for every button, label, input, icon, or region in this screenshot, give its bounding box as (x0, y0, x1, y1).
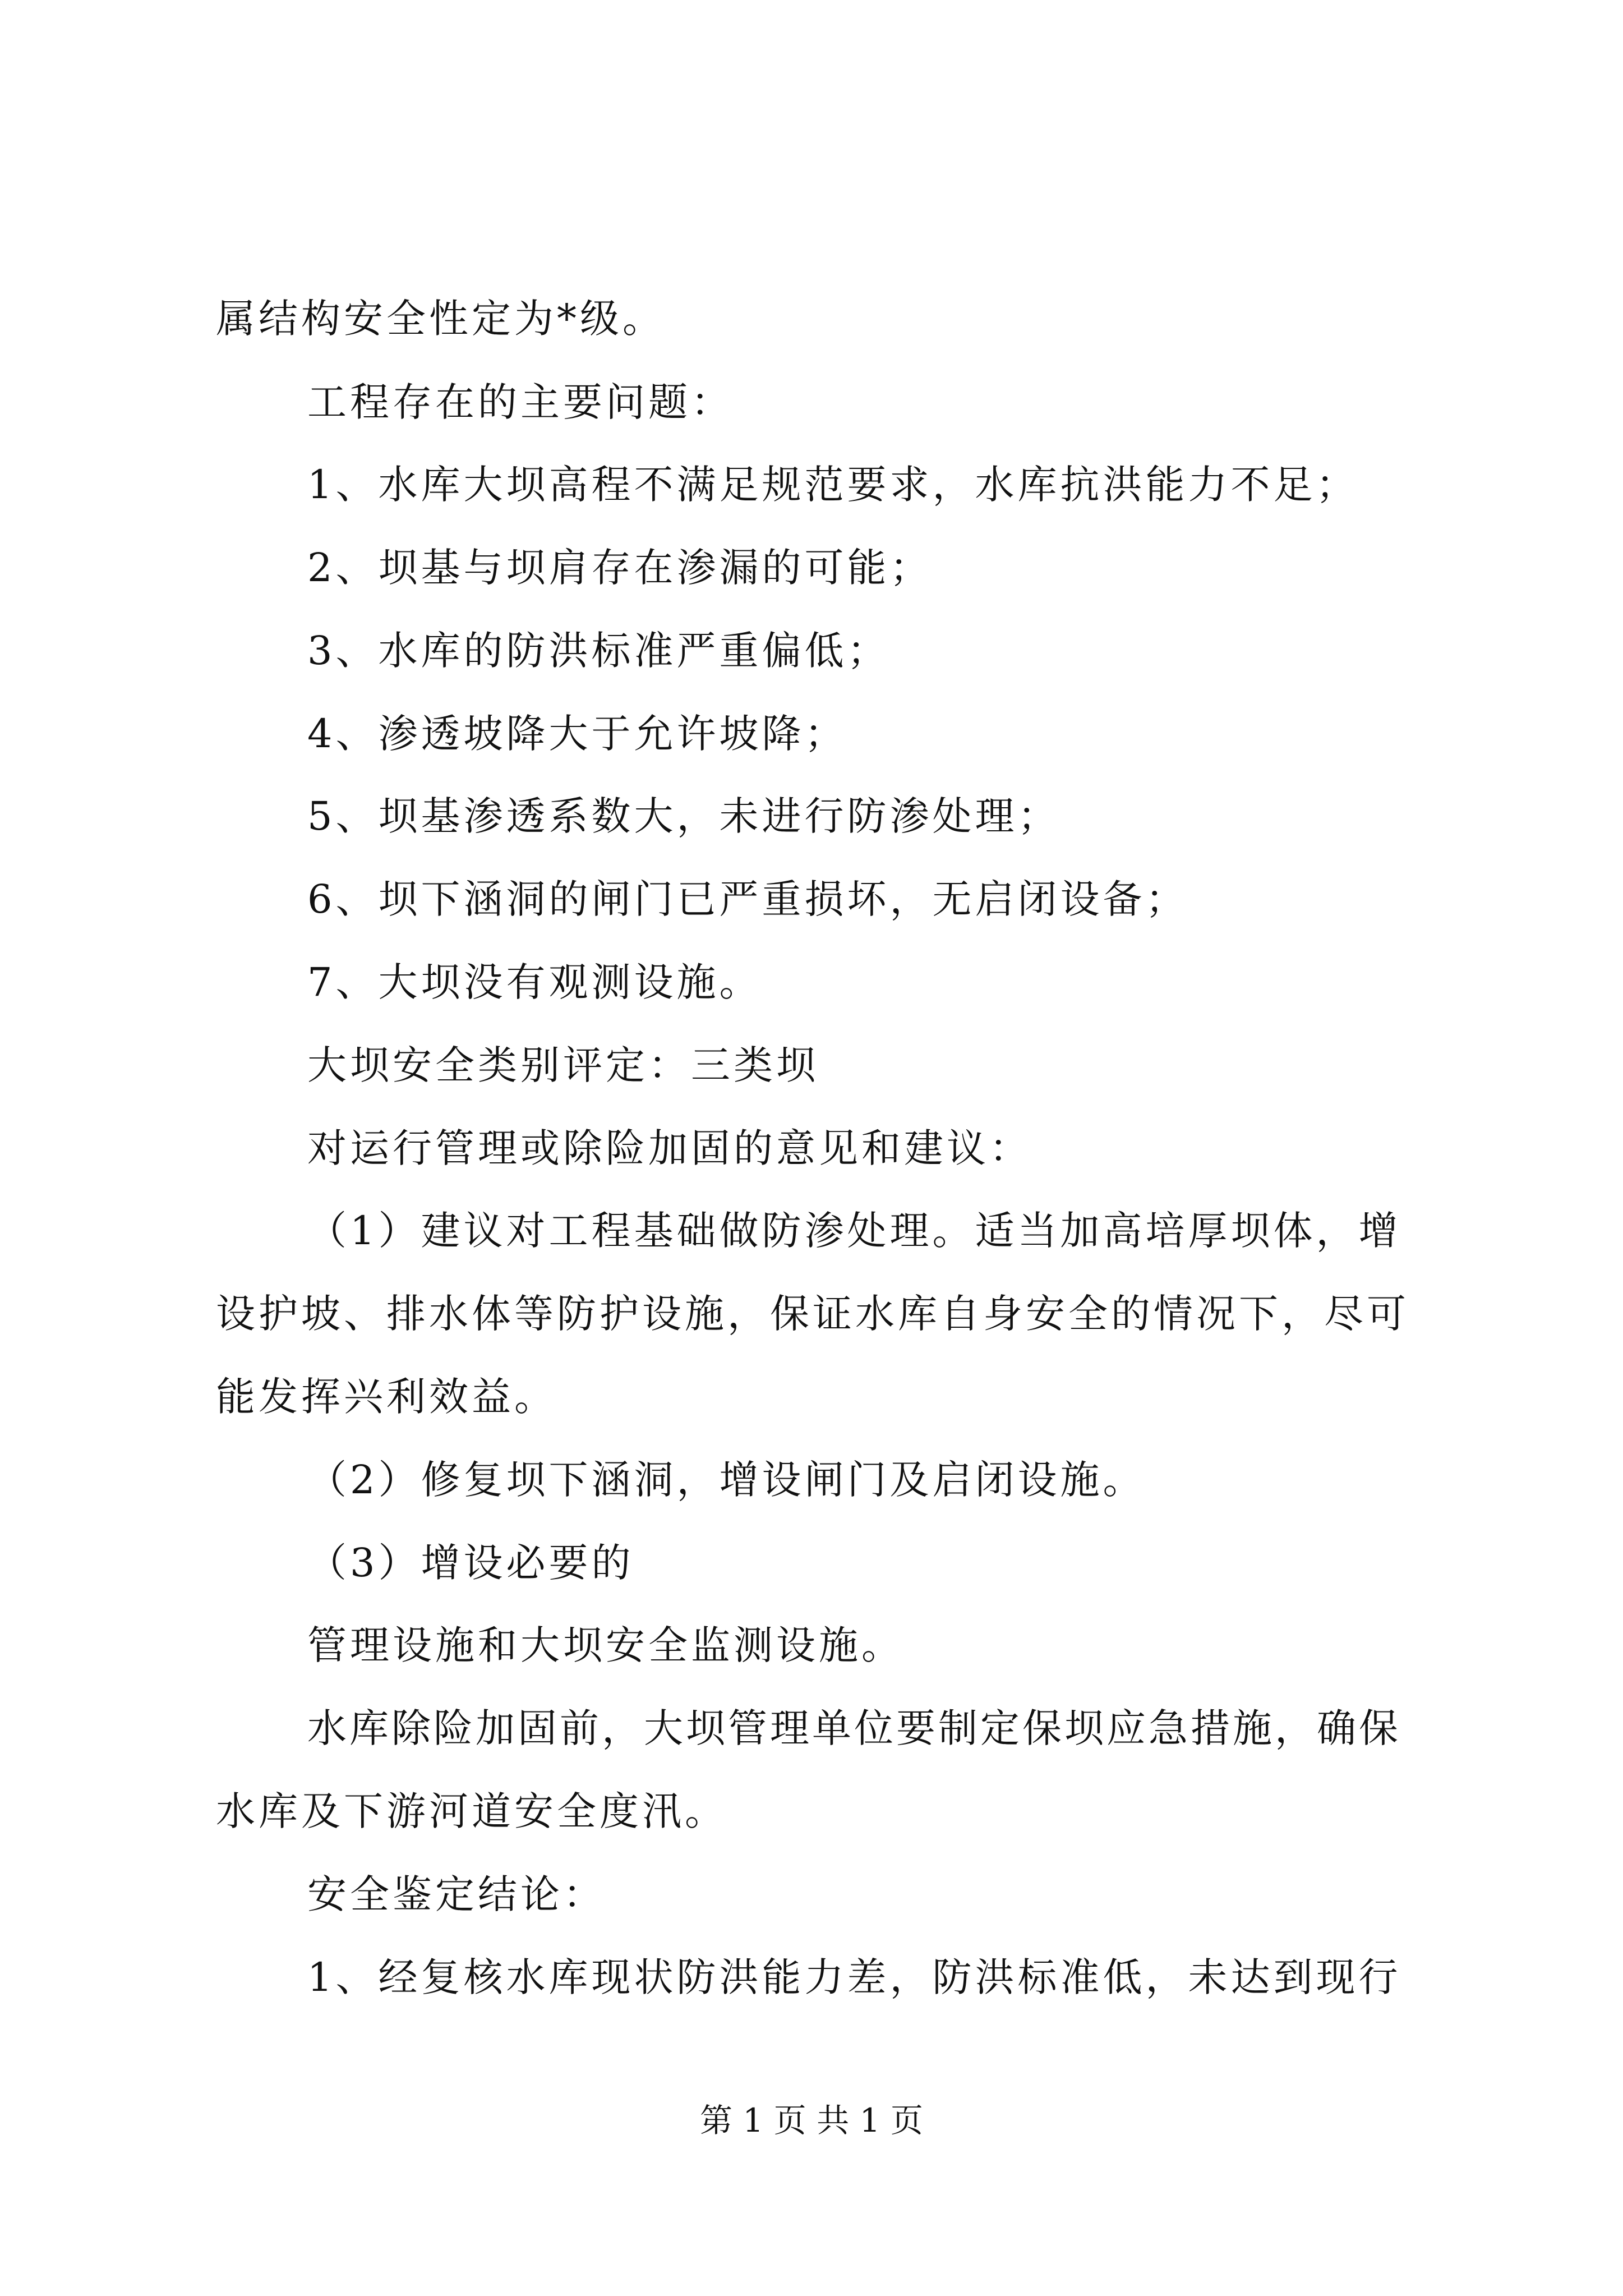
text-line: 1、经复核水库现状防洪能力差，防洪标准低，未达到现行 (307, 1954, 1401, 2000)
text-line: （1）建议对工程基础做防渗处理。适当加高培厚坝体，增 (307, 1208, 1401, 1254)
text-line: 设护坡、排水体等防护设施，保证水库自身安全的情况下，尽可 (216, 1291, 1409, 1337)
text-line: 大坝安全类别评定：三类坝 (307, 1042, 819, 1088)
text-line: 6、坝下涵洞的闸门已严重损坏，无启闭设备； (307, 876, 1188, 922)
page-footer: 第 1 页 共 1 页 (700, 2101, 923, 2139)
text-line: 3、水库的防洪标准严重偏低； (307, 628, 890, 674)
text-line: 属结构安全性定为*级。 (216, 296, 665, 342)
text-line: 4、渗透坡降大于允许坡降； (307, 711, 847, 757)
text-line: 水库及下游河道安全度汛。 (216, 1788, 727, 1834)
text-line: 5、坝基渗透系数大，未进行防渗处理； (307, 793, 1061, 839)
text-line: 对运行管理或除险加固的意见和建议： (307, 1125, 1032, 1171)
text-line: 2、坝基与坝肩存在渗漏的可能； (307, 545, 933, 591)
text-line: 7、大坝没有观测设施。 (307, 959, 762, 1005)
text-line: 管理设施和大坝安全监测设施。 (307, 1622, 904, 1668)
text-line: 1、水库大坝高程不满足规范要求，水库抗洪能力不足； (307, 462, 1359, 508)
text-line: 水库除险加固前，大坝管理单位要制定保坝应急措施，确保 (307, 1705, 1401, 1751)
text-line: （3）增设必要的 (307, 1540, 634, 1586)
text-line: （2）修复坝下涵洞，增设闸门及启闭设施。 (307, 1457, 1146, 1503)
text-line: 能发挥兴利效益。 (216, 1374, 557, 1420)
text-line: 工程存在的主要问题： (307, 379, 734, 425)
text-line: 安全鉴定结论： (307, 1871, 606, 1917)
